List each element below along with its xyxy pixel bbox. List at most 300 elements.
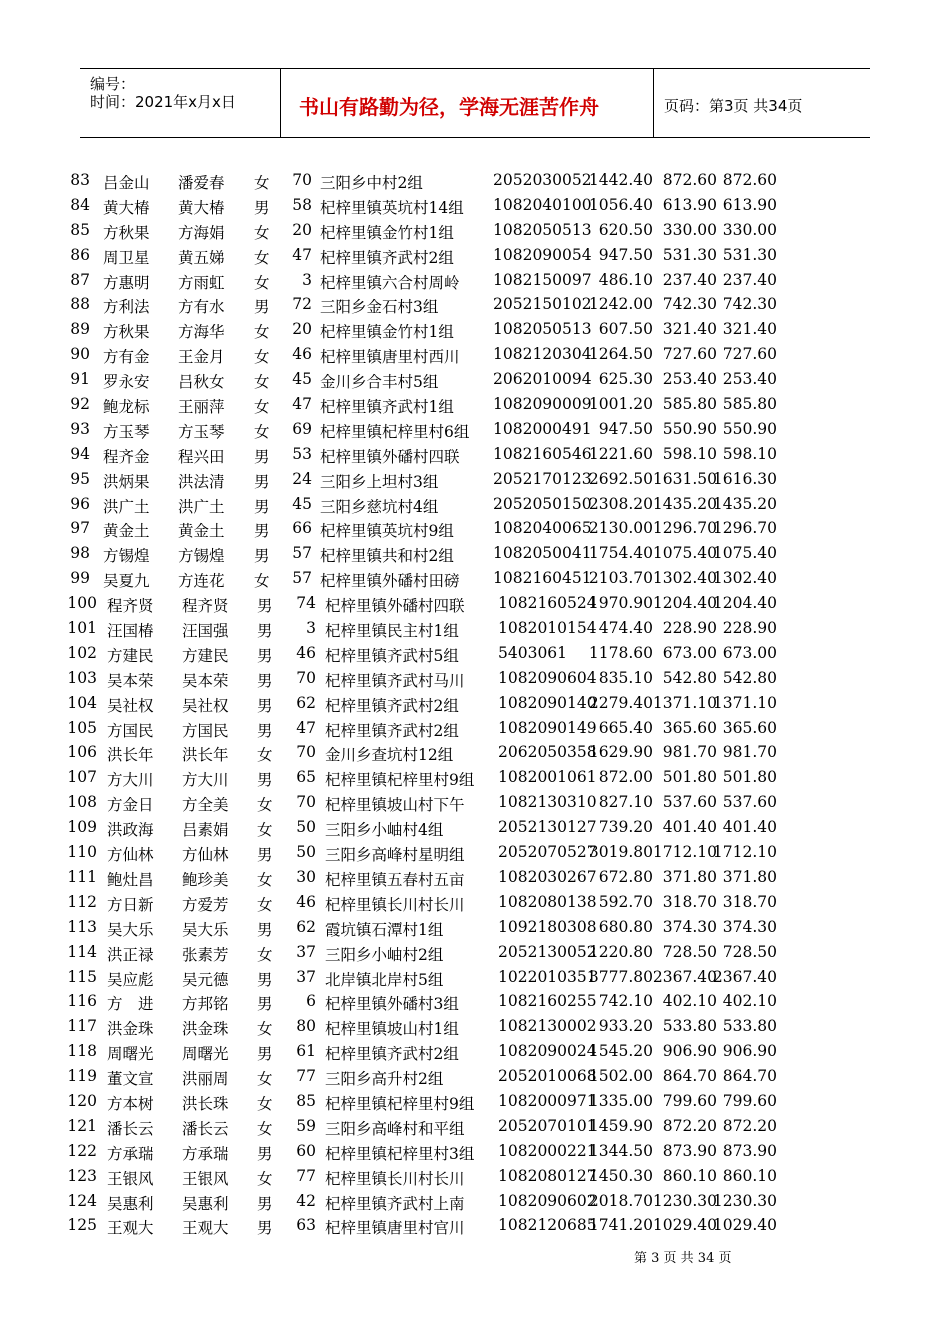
address: 杞梓里镇金竹村1组 [320,323,454,342]
account-number: 1082030267 [498,867,597,886]
account-number: 1082090149 [498,718,597,737]
amount-total: 1264.50 [588,345,653,364]
applicant-name: 洪金珠 [107,1020,154,1039]
address: 杞梓里镇长川村长川 [325,895,465,914]
amount-subsidy: 585.80 [662,395,717,414]
recipient-name: 程兴田 [178,447,225,466]
age: 53 [292,444,312,463]
row-number: 85 [70,220,90,239]
age: 30 [296,867,316,886]
applicant-name: 方本树 [107,1094,154,1113]
amount-paid: 228.90 [722,619,777,638]
address: 杞梓里镇外磻村四联 [320,447,460,466]
address: 杞梓里镇共和村2组 [320,547,454,566]
amount-total: 607.50 [598,320,653,339]
gender: 男 [257,646,273,665]
amount-total: 1545.20 [588,1042,653,1061]
amount-paid: 501.80 [722,768,777,787]
amount-total: 1459.90 [588,1116,653,1135]
recipient-name: 洪长珠 [182,1094,229,1113]
amount-subsidy: 402.10 [662,992,717,1011]
gender: 男 [254,497,270,516]
amount-subsidy: 860.10 [662,1166,717,1185]
applicant-name: 方仙林 [107,846,154,865]
address: 杞梓里镇坡山村下午 [325,796,465,815]
account-number: 1082090024 [498,1042,597,1061]
account-number: 1082040100 [493,195,592,214]
table-row [0,740,950,765]
account-number: 1082160524 [498,594,597,613]
age: 70 [296,793,316,812]
gender: 女 [257,895,273,914]
recipient-name: 张素芳 [182,945,229,964]
age: 70 [296,743,316,762]
age: 46 [292,345,312,364]
gender: 女 [254,248,270,267]
recipient-name: 方承瑞 [182,1144,229,1163]
amount-paid: 533.80 [722,1017,777,1036]
applicant-name: 方秋果 [103,323,150,342]
address: 杞梓里镇齐武村马川 [325,671,465,690]
table-row [0,1014,950,1039]
gender: 女 [254,273,270,292]
address: 杞梓里镇六合村周岭 [320,273,460,292]
address: 三阳乡高峰村和平组 [325,1119,465,1138]
applicant-name: 罗永安 [103,373,150,392]
table-row [0,591,950,616]
recipient-name: 吕秋女 [178,373,225,392]
amount-subsidy: 237.40 [662,270,717,289]
amount-subsidy: 542.80 [662,668,717,687]
row-number: 104 [67,693,97,712]
gender: 男 [257,846,273,865]
address: 三阳乡高升村2组 [325,1070,444,1089]
applicant-name: 方金日 [107,796,154,815]
recipient-name: 方连花 [178,572,225,591]
amount-total: 933.20 [598,1017,653,1036]
recipient-name: 黄五娣 [178,248,225,267]
age: 37 [296,942,316,961]
age: 24 [292,469,312,488]
address: 杞梓里镇杞梓里村9组 [325,1094,475,1113]
page-footer: 第 3 页 共 34 页 [634,1251,732,1266]
gender: 女 [257,870,273,889]
address: 三阳乡上坦村3组 [320,472,439,491]
account-number: 2062050358 [498,743,597,762]
table-row [0,965,950,990]
gender: 男 [254,522,270,541]
amount-total: 592.70 [598,892,653,911]
amount-subsidy: 598.10 [662,444,717,463]
row-number: 116 [67,992,97,1011]
amount-total: 1220.80 [588,942,653,961]
row-number: 95 [70,469,90,488]
account-number: 1082130002 [498,1017,597,1036]
applicant-name: 方承瑞 [107,1144,154,1163]
amount-subsidy: 727.60 [662,345,717,364]
amount-subsidy: 1204.40 [652,594,717,613]
amount-total: 1970.90 [588,594,653,613]
recipient-name: 方锡煌 [178,547,225,566]
recipient-name: 王银风 [182,1169,229,1188]
age: 70 [296,668,316,687]
table-row [0,1039,950,1064]
header-page-cell [654,69,870,137]
amount-total: 827.10 [598,793,653,812]
applicant-name: 方有金 [103,348,150,367]
recipient-name: 潘长云 [182,1119,229,1138]
table-row [0,467,950,492]
row-number: 99 [70,569,90,588]
table-row [0,641,950,666]
gender: 男 [257,622,273,641]
row-number: 114 [67,942,97,961]
amount-subsidy: 2367.40 [652,967,717,986]
amount-subsidy: 1371.10 [652,693,717,712]
address: 金川乡合丰村5组 [320,373,439,392]
address: 霞坑镇石潭村1组 [325,920,444,939]
table-row [0,292,950,317]
amount-paid: 742.30 [722,295,777,314]
gender: 女 [257,1169,273,1188]
table-row [0,367,950,392]
table-row [0,616,950,641]
table-row [0,865,950,890]
applicant-name: 吴应彪 [107,970,154,989]
account-number: 2052070527 [498,843,597,862]
amount-subsidy: 906.90 [662,1042,717,1061]
amount-paid: 318.70 [722,892,777,911]
age: 57 [292,544,312,563]
amount-paid: 531.30 [722,245,777,264]
amount-paid: 1712.10 [712,843,777,862]
amount-subsidy: 799.60 [662,1091,717,1110]
age: 46 [296,643,316,662]
amount-subsidy: 550.90 [662,419,717,438]
amount-subsidy: 537.60 [662,793,717,812]
amount-paid: 873.90 [722,1141,777,1160]
applicant-name: 潘长云 [107,1119,154,1138]
amount-paid: 906.90 [722,1042,777,1061]
account-number: 1082160546 [493,444,592,463]
gender: 男 [257,771,273,790]
gender: 女 [257,1070,273,1089]
table-row [0,193,950,218]
amount-total: 1741.20 [588,1216,653,1235]
applicant-name: 王观大 [107,1219,154,1238]
gender: 女 [257,821,273,840]
table-row [0,168,950,193]
applicant-name: 洪炳果 [103,472,150,491]
table-row [0,1114,950,1139]
gender: 男 [257,696,273,715]
applicant-name: 方 进 [107,995,154,1014]
amount-subsidy: 1435.20 [652,494,717,513]
account-number: 1082130310 [498,793,597,812]
amount-paid: 1371.10 [712,693,777,712]
applicant-name: 方建民 [107,646,154,665]
recipient-name: 洪广土 [178,497,225,516]
gender: 男 [257,1219,273,1238]
row-number: 111 [67,867,97,886]
date-label: 时间：2021年x月x日 [90,93,236,111]
gender: 女 [254,398,270,417]
amount-paid: 1616.30 [712,469,777,488]
gender: 男 [257,721,273,740]
amount-total: 2130.00 [588,519,653,538]
amount-paid: 727.60 [722,345,777,364]
row-number: 123 [67,1166,97,1185]
amount-total: 680.80 [598,917,653,936]
row-number: 88 [70,295,90,314]
applicant-name: 周卫星 [103,248,150,267]
amount-total: 1450.30 [588,1166,653,1185]
gender: 女 [254,348,270,367]
account-number: 1082150097 [493,270,592,289]
age: 59 [296,1116,316,1135]
amount-total: 1335.00 [588,1091,653,1110]
recipient-name: 王金月 [178,348,225,367]
gender: 男 [257,1045,273,1064]
account-number: 1082050513 [493,220,592,239]
address: 杞梓里镇长川村长川 [325,1169,465,1188]
gender: 女 [257,796,273,815]
amount-total: 1629.90 [588,743,653,762]
amount-total: 947.50 [598,419,653,438]
age: 47 [292,395,312,414]
applicant-name: 方日新 [107,895,154,914]
amount-paid: 585.80 [722,395,777,414]
amount-total: 474.40 [598,619,653,638]
age: 6 [306,992,316,1011]
row-number: 98 [70,544,90,563]
recipient-name: 王观大 [182,1219,229,1238]
table-row [0,890,950,915]
recipient-name: 洪丽周 [182,1070,229,1089]
row-number: 94 [70,444,90,463]
amount-subsidy: 1075.40 [652,544,717,563]
account-number: 2052010068 [498,1067,597,1086]
amount-total: 625.30 [598,370,653,389]
amount-subsidy: 253.40 [662,370,717,389]
applicant-name: 王银风 [107,1169,154,1188]
gender: 女 [257,945,273,964]
row-number: 86 [70,245,90,264]
table-row [0,790,950,815]
address: 杞梓里镇齐武村2组 [325,1045,459,1064]
gender: 男 [257,597,273,616]
gender: 女 [257,746,273,765]
amount-total: 2308.20 [588,494,653,513]
amount-subsidy: 374.30 [662,917,717,936]
amount-total: 1242.00 [588,295,653,314]
row-number: 103 [67,668,97,687]
account-number: 1082050513 [493,320,592,339]
applicant-name: 洪长年 [107,746,154,765]
account-number: 1082160255 [498,992,597,1011]
amount-total: 872.00 [598,768,653,787]
recipient-name: 黄金土 [178,522,225,541]
age: 61 [296,1042,316,1061]
row-number: 89 [70,320,90,339]
table-row [0,442,950,467]
amount-total: 835.10 [598,668,653,687]
applicant-name: 吴夏九 [103,572,150,591]
recipient-name: 吴本荣 [182,671,229,690]
age: 57 [292,569,312,588]
applicant-name: 吴大乐 [107,920,154,939]
address: 杞梓里镇齐武村2组 [320,248,454,267]
table-row [0,940,950,965]
age: 63 [296,1216,316,1235]
age: 80 [296,1017,316,1036]
address: 杞梓里镇金竹村1组 [320,223,454,242]
applicant-name: 方锡煌 [103,547,150,566]
amount-paid: 542.80 [722,668,777,687]
amount-paid: 1204.40 [712,594,777,613]
header-meta-cell [80,69,281,137]
account-number: 2052030052 [493,171,592,189]
table-row [0,417,950,442]
table-row [0,765,950,790]
table-row [0,566,950,591]
amount-total: 2279.40 [588,693,653,712]
amount-paid: 673.00 [722,643,777,662]
header-motto-cell [281,69,654,137]
table-row [0,1189,950,1214]
age: 20 [292,220,312,239]
address: 杞梓里镇唐里村官川 [325,1219,465,1238]
row-number: 120 [67,1091,97,1110]
amount-total: 1221.60 [588,444,653,463]
applicant-name: 吴社权 [107,696,154,715]
amount-subsidy: 1712.10 [652,843,717,862]
amount-paid: 799.60 [722,1091,777,1110]
age: 37 [296,967,316,986]
row-number: 106 [67,743,97,762]
address: 杞梓里镇民主村1组 [325,622,459,641]
recipient-name: 洪金珠 [182,1020,229,1039]
amount-subsidy: 365.60 [662,718,717,737]
table-row [0,541,950,566]
gender: 男 [257,970,273,989]
gender: 男 [254,298,270,317]
applicant-name: 鲍龙标 [103,398,150,417]
table-row [0,666,950,691]
gender: 女 [254,223,270,242]
applicant-name: 洪正禄 [107,945,154,964]
recipient-name: 汪国强 [182,622,229,641]
account-number: 1082160451 [493,569,592,588]
age: 85 [296,1091,316,1110]
account-number: 2052130052 [498,942,597,961]
table-row [0,516,950,541]
row-number: 83 [70,171,90,189]
applicant-name: 程齐贤 [107,597,154,616]
gender: 女 [254,422,270,441]
row-number: 113 [67,917,97,936]
row-number: 115 [67,967,97,986]
applicant-name: 方大川 [107,771,154,790]
address: 杞梓里镇杞梓里村9组 [325,771,475,790]
amount-subsidy: 501.80 [662,768,717,787]
applicant-name: 黄金土 [103,522,150,541]
recipient-name: 方爱芳 [182,895,229,914]
account-number: 1082050041 [493,544,592,563]
recipient-name: 吴惠利 [182,1194,229,1213]
amount-subsidy: 873.90 [662,1141,717,1160]
amount-total: 672.80 [598,867,653,886]
amount-paid: 981.70 [722,743,777,762]
applicant-name: 方秋果 [103,223,150,242]
applicant-name: 吴本荣 [107,671,154,690]
address: 金川乡查坑村12组 [325,746,454,765]
amount-subsidy: 330.00 [662,220,717,239]
account-number: 1082080127 [498,1166,597,1185]
amount-paid: 872.60 [722,171,777,189]
amount-subsidy: 401.40 [662,818,717,837]
table-row [0,243,950,268]
row-number: 117 [67,1017,97,1036]
amount-subsidy: 1302.40 [652,569,717,588]
table-row [0,840,950,865]
account-number: 1082120304 [493,345,592,364]
account-number: 2052150102 [493,295,592,314]
age: 77 [296,1166,316,1185]
amount-paid: 1029.40 [712,1216,777,1235]
address: 杞梓里镇杞梓里村3组 [325,1144,475,1163]
amount-paid: 1302.40 [712,569,777,588]
address: 三阳乡慈坑村4组 [320,497,439,516]
amount-paid: 365.60 [722,718,777,737]
age: 62 [296,917,316,936]
applicant-name: 吴惠利 [107,1194,154,1213]
amount-subsidy: 1230.30 [652,1191,717,1210]
amount-subsidy: 1296.70 [652,519,717,538]
recipient-name: 方全美 [182,796,229,815]
amount-paid: 598.10 [722,444,777,463]
gender: 男 [254,547,270,566]
address: 三阳乡中村2组 [320,174,423,192]
amount-paid: 860.10 [722,1166,777,1185]
amount-total: 1754.40 [588,544,653,563]
account-number: 2052170123 [493,469,592,488]
amount-subsidy: 673.00 [662,643,717,662]
amount-total: 620.50 [598,220,653,239]
row-number: 122 [67,1141,97,1160]
age: 50 [296,843,316,862]
age: 62 [296,693,316,712]
applicant-name: 方国民 [107,721,154,740]
age: 3 [302,270,312,289]
recipient-name: 吴元德 [182,970,229,989]
amount-total: 3777.80 [588,967,653,986]
applicant-name: 洪广土 [103,497,150,516]
address: 杞梓里镇外磻村田磅 [320,572,460,591]
recipient-name: 黄大椿 [178,198,225,217]
recipient-name: 方大川 [182,771,229,790]
recipient-name: 吴社权 [182,696,229,715]
amount-subsidy: 1029.40 [652,1216,717,1235]
gender: 女 [254,323,270,342]
row-number: 105 [67,718,97,737]
table-row [0,691,950,716]
gender: 男 [254,447,270,466]
recipient-name: 方海华 [178,323,225,342]
amount-paid: 2367.40 [712,967,777,986]
amount-total: 2692.50 [588,469,653,488]
amount-paid: 1435.20 [712,494,777,513]
